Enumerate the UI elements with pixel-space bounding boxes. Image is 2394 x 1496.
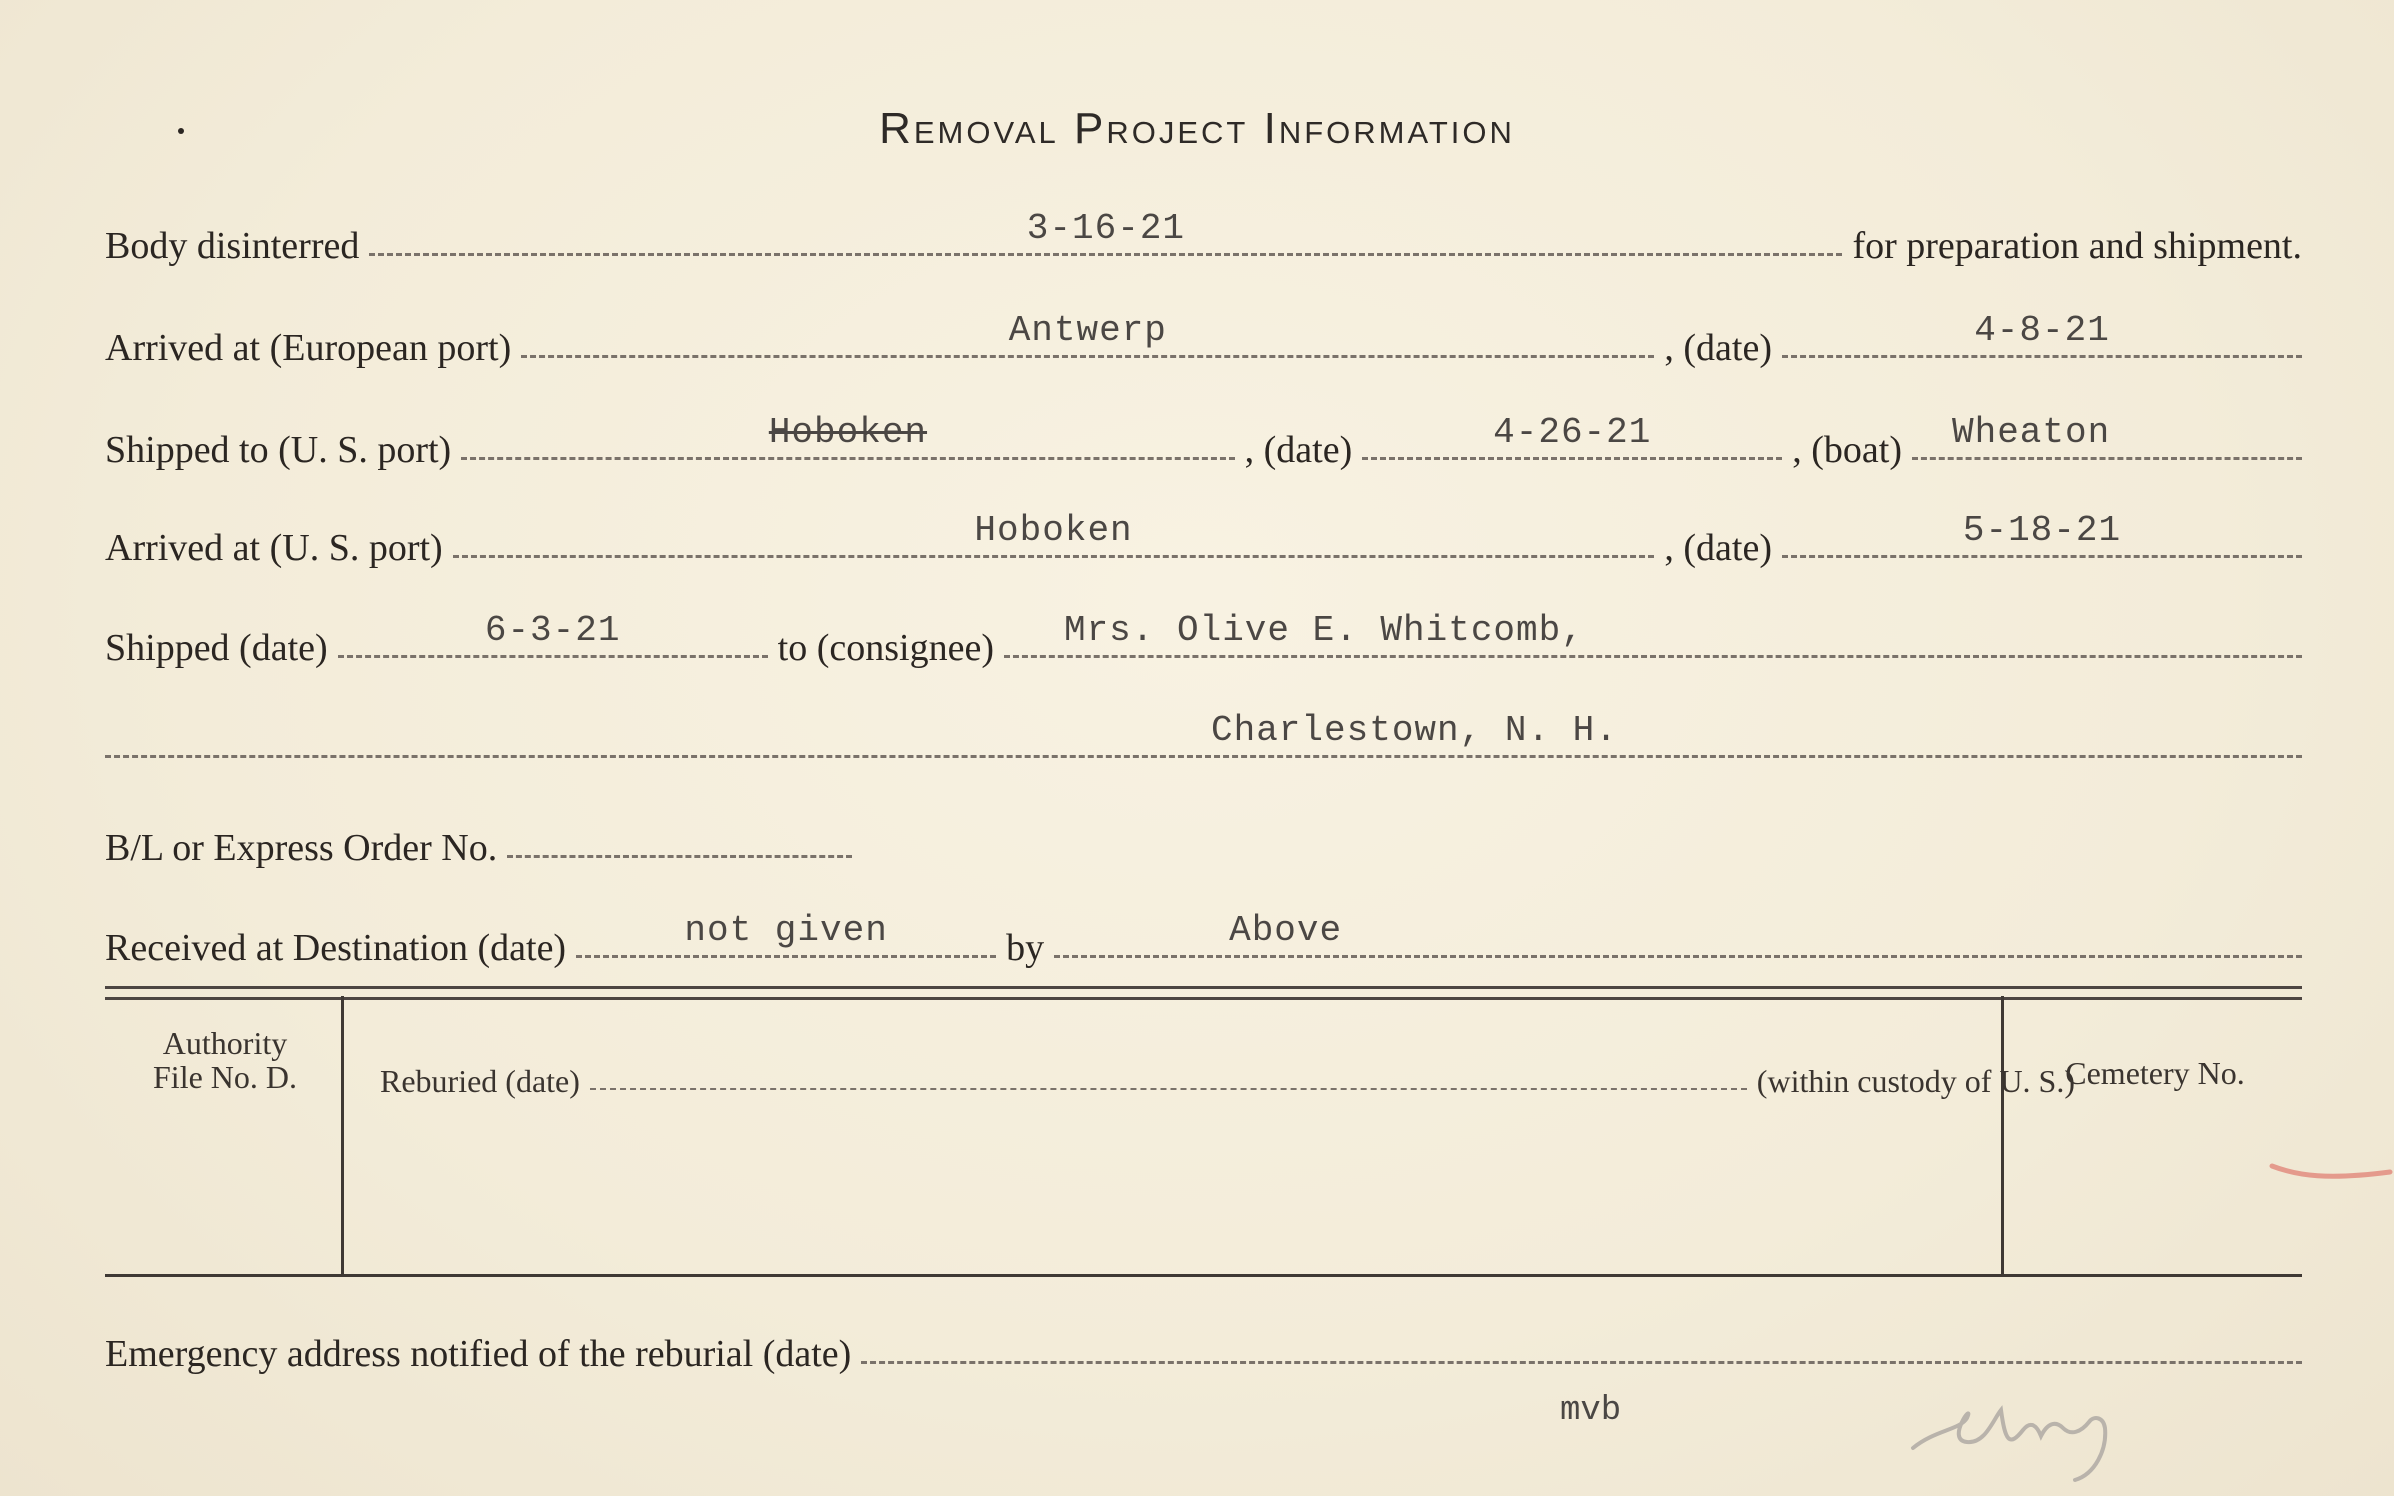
arrived-us-port-value: Hoboken: [974, 510, 1133, 551]
arrived-european-date-value: 4-8-21: [1974, 310, 2110, 351]
consignee-address-field[interactable]: [105, 705, 2302, 758]
shipped-to-us-port-label: Shipped to (U. S. port): [105, 429, 452, 471]
bl-express-order-field[interactable]: [507, 805, 852, 858]
shipped-date-value: 6-3-21: [484, 610, 621, 651]
shipped-date-field[interactable]: [338, 605, 768, 658]
body-disinterred-field[interactable]: [369, 203, 1842, 256]
received-destination-label: Received at Destination (date): [105, 927, 567, 969]
clerk-initials: mvb: [1560, 1392, 1622, 1430]
row-consignee-address: [105, 712, 2302, 772]
boat-label: , (boat): [1792, 429, 1902, 471]
arrived-european-port-field[interactable]: [521, 305, 1654, 358]
row-arrived-european-port: [105, 312, 2302, 372]
arrived-european-port-value: Antwerp: [1008, 310, 1167, 351]
received-by-label: by: [1006, 927, 1045, 969]
authority-file-label: [115, 1026, 335, 1094]
reburied-date-field[interactable]: [590, 1052, 1747, 1090]
boat-value: Wheaton: [1952, 412, 2111, 453]
cemetery-no-label: Cemetery No.: [2065, 1055, 2245, 1091]
shipped-date-label: Shipped (date): [105, 627, 328, 669]
row-body-disinterred: [105, 210, 2302, 270]
arrived-us-port-field[interactable]: [453, 505, 1655, 558]
body-disinterred-value: 3-16-21: [1026, 208, 1186, 249]
row-emergency-address: [105, 1318, 2302, 1378]
authority-label: Authority: [162, 1025, 288, 1061]
received-destination-date-value: not given: [684, 910, 888, 951]
emergency-address-field[interactable]: [861, 1311, 2302, 1364]
pencil-scribble-icon: [1905, 1370, 2145, 1490]
row-shipped-consignee: [105, 612, 2302, 672]
consignee-address-value: Charlestown, N. H.: [1211, 710, 1618, 751]
reburied-row: [380, 1052, 2075, 1100]
row-received-destination: [105, 912, 2302, 972]
shipped-us-date-field[interactable]: [1362, 407, 1782, 460]
received-destination-date-field[interactable]: [576, 905, 996, 958]
arrived-us-date-field[interactable]: [1782, 505, 2302, 558]
body-disinterred-label: Body disinterred: [105, 225, 360, 267]
box-divider-left: [341, 996, 344, 1274]
red-pencil-mark-icon: [2268, 1158, 2394, 1188]
consignee-value: Mrs. Olive E. Whitcomb,: [1063, 610, 1584, 651]
arrived-european-date-field[interactable]: [1782, 305, 2302, 358]
card-title: Removal Project Information: [879, 104, 1515, 153]
shipped-to-us-port-field[interactable]: [461, 407, 1234, 460]
shipped-us-date-value: 4-26-21: [1493, 412, 1652, 453]
box-divider-right: [2001, 996, 2004, 1274]
file-no-label: File No. D.: [153, 1059, 297, 1095]
row-arrived-us-port: [105, 512, 2302, 572]
consignee-field[interactable]: [1004, 605, 2302, 658]
shipped-us-date-label: , (date): [1244, 429, 1353, 471]
arrived-european-port-label: Arrived at (European port): [105, 327, 512, 369]
row-shipped-to-us-port: [105, 414, 2302, 474]
shipped-to-us-port-value: Hoboken: [768, 412, 928, 453]
consignee-label: to (consignee): [777, 627, 994, 669]
boat-field[interactable]: [1912, 407, 2302, 460]
reburial-box: [105, 996, 2302, 1277]
bl-express-order-label: B/L or Express Order No.: [105, 827, 498, 869]
emergency-address-label: Emergency address notified of the reburial (date): [105, 1333, 852, 1375]
arrived-us-date-label: , (date): [1664, 527, 1772, 569]
preparation-suffix-label: for preparation and shipment.: [1852, 225, 2302, 267]
arrived-us-date-value: 5-18-21: [1962, 510, 2122, 551]
arrived-european-date-label: , (date): [1664, 327, 1772, 369]
received-by-field[interactable]: [1054, 905, 2302, 958]
arrived-us-port-label: Arrived at (U. S. port): [105, 527, 443, 569]
received-by-value: Above: [1229, 910, 1343, 951]
within-custody-label: (within custody of U. S.): [1756, 1063, 2075, 1099]
reburied-date-label: Reburied (date): [380, 1063, 580, 1099]
row-bl-express-order: [105, 812, 2302, 872]
